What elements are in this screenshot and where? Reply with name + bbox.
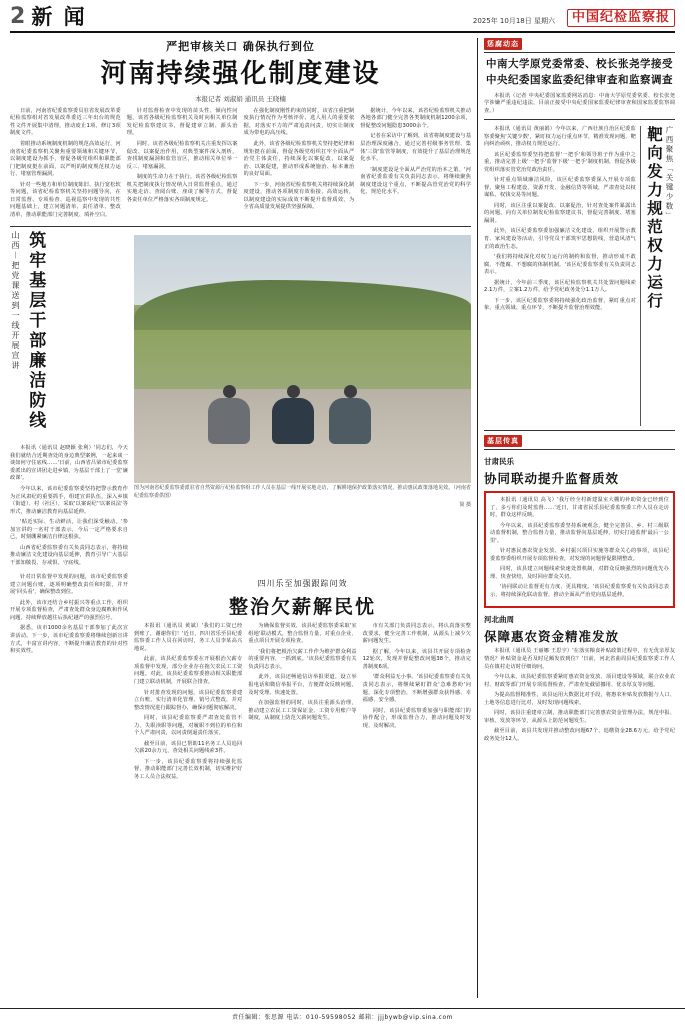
sichuan-col-3: 市有关部门负责同志表示，将认真落实整改要求，健全完善工作机制，从源头上减少欠薪问题发生。 据了解，今年以来，该县共开展专项检查12轮次，发现并督促整改问题38个，推动完善制度6项。 '群众利益无小事。'该县纪委监察委有关负责同志表示，将继续紧盯群众'急难愁盼'问题，深化专项整治，不断增强群众获得感、幸福感、安全感。 同时，该县纪委监察委加强与职能部门的协作配合，形成监督合力，推动问题及时发现、及时解决。 <box>362 623 471 729</box>
lead-byline: 本报记者 刘淑娟 通讯员 王晓楠 <box>195 94 286 103</box>
sichuan-story <box>134 574 471 784</box>
gansu-location: 甘肃民乐 <box>484 457 514 467</box>
corruption-news-body: 本报讯（记者 中央纪委国家监委网站消息：中南大学原党委常委、校长张尧学涉嫌严重违纪违法，目前正接受中央纪委国家监委纪律审查和国家监委监察调查。） <box>484 92 675 114</box>
page-footer: 责任编辑：张思源 电话：010-59598052 邮箱：jjjbywb@vip.sina.com <box>0 1008 685 1024</box>
guangxi-body: 本报讯（通讯员 黄丽娟）今年以来，广西壮族自治区纪委监察委聚焦'关键少数'，紧盯权力运行重点环节，精准发现问题、靶向纠治顽疾，推动权力规范运行。 该区纪委监察委坚持把监督'一把手'和领导班子作为重中之重，推动完善上级'一把手'监督下级'一把手'制度机制，督促各级党组织落实管党治党政治责任。 针对重点领域廉洁风险，该区纪委监察委深入开展专项监督，聚焦工程建设、资源开发、金融信贷等领域，严肃查处以权谋私、权钱交易等问题。 同时，该区注重以案促改、以案促治，针对查处案件暴露出的问题，向有关单位制发纪检监察建议书，督促完善制度、堵塞漏洞。 此外，该区纪委监察委加强廉洁文化建设，组织开展警示教育、家风建设等活动，引导党员干部筑牢思想防线，营造风清气正的政治生态。 '我们将持续深化对权力运行的制约和监督，推动形成不敢腐、不能腐、不想腐的体制机制。'该区纪委监察委有关负责同志表示。 据统计，今年前三季度，该区纪检监察机关共处置问题线索2.1万件，立案1.2万件，给予党纪政务处分1.1万人。 下一步，该区纪委监察委将持续强化政治监督，紧盯重点对象、重点领域、重点环节，不断提升监督治理效能。 <box>484 126 636 312</box>
photo-figure <box>208 385 250 444</box>
hebei-headline: 保障惠农资金精准发放 <box>484 629 620 645</box>
lead-shoulder: 严把审核关口 确保执行到位 <box>166 40 315 53</box>
hebei-body: 本报讯（通讯员 王丽娜 王思宇）'在落实粮食补贴政策过程中，有无优亲厚友情况？补贴资金是否及时足额发放到位？'日前，河北省曲周县纪委监察委工作人员在镇村走访时仔细询问。 今年以来，该县纪委监察委紧盯惠农资金发放、项目建设等领域，联合农业农村、财政等部门开展专项监督检查，严肃查处截留挪用、优亲厚友等问题。 为提高监督精准性，该县运用大数据比对手段，将惠农补贴发放数据与人口、土地等信息进行比对，及时发现问题线索。 同时，该县注重建章立制，推动职能部门完善惠农资金管理办法，规范申报、审核、发放等环节，从源头上防范问题发生。 截至目前，该县共发现并推动整改问题67个，追缴资金28.6万元，给予党纪政务处分12人。 <box>484 648 675 742</box>
guangxi-headline: 靶向发力规范权力运行 <box>640 126 664 426</box>
photo-figure <box>329 385 371 444</box>
hebei-location: 河北曲周 <box>484 615 514 625</box>
sichuan-col-1: 本报讯（通讯员 黄斌）'我们的工资已经到账了，谢谢你们！'近日，四川省乐至县纪委监察委工作人员在回访时，务工人员李某高兴地说。 此前，该县纪委监察委在开展根治欠薪专项监督中发现，部分企业存在拖欠农民工工资问题。对此，该县纪委监察委推动相关职能部门建立联动机制，开展联合排查。 针对排查发现的问题，该县纪委监察委建立台账，实行清单化管理、销号式整改，并对整改情况进行跟踪督办，确保问题彻底解决。 同时，该县纪委监察委严肃查处监管不力、失职渎职等问题，对履职不到位的单位和个人严肃问责，以问责倒逼责任落实。 截至目前，该县已帮助11名务工人员追回欠薪20余万元，查处相关问题线索3件。 下一步，该县纪委监察委将持续强化监督，推动职能部门完善长效机制，切实维护好务工人员合法权益。 <box>134 623 243 780</box>
issue-date: 2025年 10月18日 星期六 <box>472 17 555 25</box>
lead-col-4: 据统计，今年以来，该省纪检监察机关推动各地各部门健全完善各类制度机制1200余项，督促整改问题隐患3000余个。 记者在采访中了解到，该省将制度建设与基层治理深度融合，通过完善村级事务管理、集体'三资'监管等制度，有效提升了基层治理规范化水平。 '制度建设是全面从严治党的治本之策。'河南省纪委监委有关负责同志表示，将继续聚焦制度建设这个重点，不断提高管党治党的科学化、规范化水平。 <box>360 107 471 196</box>
guangxi-story <box>484 126 675 426</box>
masthead <box>10 6 675 33</box>
lead-body <box>10 108 471 222</box>
sichuan-headline: 整治欠薪解民忧 <box>228 596 376 619</box>
guangxi-kicker: 广西聚焦「关键少数」 <box>665 126 674 222</box>
gansu-headline: 协同联动提升监督质效 <box>484 471 620 487</box>
shanxi-body-cont: 针对日常监督中发现的问题，该市纪委监察委建立问题台账，逐项明确整改责任和时限，并开展'回头看'，确保整改到位。 此外，该市还结合乡村振兴等重点工作，组织开展专项监督检查，严肃查处群众身边腐败和作风问题，持续释放越往后执纪越严的强烈信号。 据悉，该市1000余名基层干部参加了此次宣讲活动。下一步，该市纪委监察委将继续创新宣讲方式，丰富宣讲内容，不断提升廉洁教育的针对性和实效性。 <box>10 574 128 655</box>
grassroots-header <box>484 435 675 450</box>
lead-headline: 河南持续强化制度建设 <box>100 59 381 89</box>
lead-col-1: 日前，河南省纪委监察委员驻省发展改革委纪检监察组对省发展改革委近三年出台的规范性文件开展集中清理，推动废止1项、修订3项制度文件。 着眼推动系统制度机制的规范高效运行，河南省纪委监察机关聚焦重要领域和关键环节，以制度建设为抓手，督促各级党组织和职能部门把制度挺在前面，以严明的制度规范权力运行、堵塞管理漏洞。 针对一些地方和单位制度陈旧、执行宽松软等问题，该省纪检监察机关坚持问题导向，在日常监督、专项检查、巡视巡察中发现的共性问题基础上，建立问题清单、责任清单、整改清单，推动职能部门完善制度、填补空白。 <box>10 107 121 218</box>
lead-col-2: 针对监督检查中发现的苗头性、倾向性问题，该省各级纪检监察机关及时向相关单位制发纪检监察建议书，督促建章立制、源头治理。 同时，该省各级纪检监察机关注重发挥以案促改、以案促治作用，对典型案件深入剖析，查找制度漏洞和监管盲区，推动相关单位举一反三、堵塞漏洞。 制度的生命力在于执行。该省各级纪检监察机关把制度执行情况纳入日常监督重点，通过实地走访、查阅台账、座谈了解等方式，督促各责任单位严格落实各项制度规定。 <box>126 107 238 203</box>
photo-credit: 简 摄 <box>459 502 471 509</box>
corruption-news-header <box>484 38 675 53</box>
photo-story <box>134 231 471 570</box>
sichuan-kicker: 四川乐至加强跟踪问效 <box>257 579 348 589</box>
shanxi-kicker: 山西︱把党课送到一线开展宣讲 <box>11 231 20 372</box>
photo-caption: 图为河南省纪委监察委派驻省自然资源厅纪检监察组工作人员在基层一线开展实地走访，了解耕地保护政策落实情况，推动惠民政策落地见效。（河南省纪委监察委供图） <box>134 485 471 499</box>
shanxi-body: 本报讯（通讯员 赵晓颖 张利）'同志们，今天我们就结合近期查处的身边典型案例，一起来谈一谈如何守住底线……'日前，山西省吕梁市纪委监察委派出的宣讲团走进乡镇，为基层干部上了一堂'廉政课'。 今年以来，该市纪委监察委坚持把警示教育作为正风肃纪的重要抓手，组建宣讲队伍，深入乡镇（街道）、村（社区），采取'以案说纪''以案说法'等形式，推动廉洁教育向基层延伸。 '贴近实际、生动鲜活，让我们深受触动。'参加宣讲的一名村干部表示，今后一定严格要求自己，时刻绷紧廉洁自律这根弦。 山西省纪委监察委有关负责同志表示，将持续推动廉洁文化建设向基层延伸，教育引导广大基层干部知敬畏、存戒惧、守底线。 <box>10 445 128 566</box>
section-badge: 惩腐动态 <box>484 38 522 50</box>
shanxi-headline: 筑牢基层干部廉洁防线 <box>25 231 46 432</box>
photo-figure <box>272 385 314 444</box>
left-zone <box>10 38 478 998</box>
news-photo <box>134 235 471 483</box>
gansu-body: 本报讯（通讯员 高飞）'我厅经全村新建温室大棚的补助资金已经到位了，多亏你们及时监督……'近日，甘肃省民乐县纪委监察委工作人员在走访时，群众这样反映。 今年以来，该县纪委监察委坚持系统观念，健全完善县、乡、村三级联动监督机制，整合监督力量，推动监督向基层延伸，切实打通监督'最后一公里'。 针对惠民惠农资金发放、乡村振兴项目实施等群众关心的事项，该县纪委监察委组织开展专项监督检查，对发现的问题督促限期整改。 同时，该县建立问题线索快速处置机制，对群众反映强烈的问题优先办理、快查快结，及时回应群众关切。 '协同联动让监督更有力度、更具精度。'该县纪委监察委有关负责同志表示，将持续深化联动监督，推动全面从严治党向基层延伸。 <box>484 491 675 608</box>
sichuan-col-2: 为确保监督实效，该县纪委监察委采取'室组地'联动模式，整合监督力量，对重点企业、重点项目开展专项检查。 '我们将把根治欠薪工作作为维护群众利益的重要内容，一抓到底。'该县纪委监察委有关负责同志表示。 此外，该县还畅通信访举报渠道，设立举报电话和微信举报平台，方便群众反映问题，及时受理、快速处置。 在加强监督的同时，该县注重源头治理，推动建立农民工工资保证金、工资专用账户等制度，从制度上防范欠薪问题发生。 <box>248 623 357 722</box>
page-number: 2 <box>10 4 26 29</box>
shanxi-story <box>10 231 128 570</box>
section-title: 新 闻 <box>31 5 87 29</box>
lead-col-3: 在强化制度刚性约束的同时，该省注重把制度执行情况作为考核评价、选人用人的重要依据，对落实不力的严肃追责问责，切实让制度成为带电的高压线。 此外，该省各级纪检监察机关坚持把纪律和规矩挺在前面，督促各级党组织扛牢全面从严治党主体责任，持续深化以案促改、以案促治、以案促建，推动形成系统施治、标本兼治的良好局面。 下一步，河南省纪检监察机关将持续深化制度建设，推动各项制度有效衔接、高效运转，以制度建设的实际成效不断提升监督质效，为全省高质量发展提供坚强保障。 <box>243 107 355 211</box>
section-badge: 基层传真 <box>484 435 522 447</box>
corruption-news-headline: 中南大学原党委常委、校长张尧学接受中央纪委国家监委纪律审查和监察调查 <box>486 58 673 86</box>
right-zone <box>478 38 675 998</box>
paper-logo: 中国纪检监察报 <box>567 9 675 27</box>
